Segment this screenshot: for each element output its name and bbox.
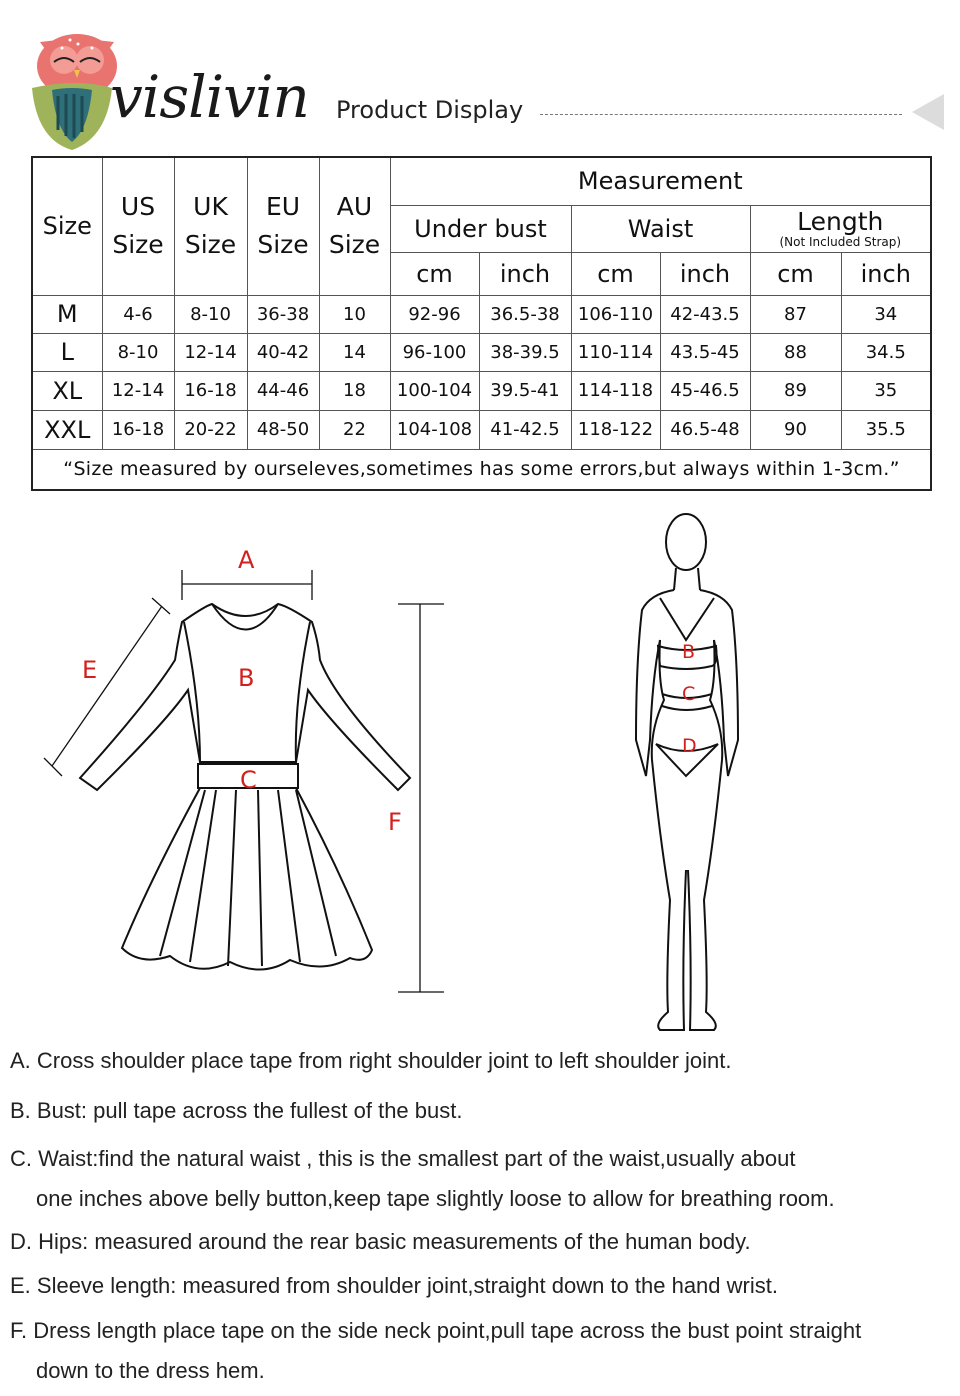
waist-cm-cell: 110-114 bbox=[571, 333, 660, 371]
au-cell: 22 bbox=[319, 410, 390, 449]
waist-cm-cell: 114-118 bbox=[571, 371, 660, 410]
uk-cell: 8-10 bbox=[174, 295, 247, 333]
size-chart-table bbox=[31, 156, 932, 491]
label-f: F bbox=[388, 808, 402, 836]
measurement-header: Measurement bbox=[390, 157, 931, 205]
instruction-e: E. Sleeve length: measured from shoulder joint,straight down to the hand wrist. bbox=[10, 1273, 778, 1298]
length-cm-cell: 88 bbox=[750, 333, 841, 371]
us-cell: 16-18 bbox=[102, 410, 174, 449]
size-header: Size bbox=[32, 157, 102, 295]
bust-cm-cell: 92-96 bbox=[390, 295, 479, 333]
body-label-d: D bbox=[682, 735, 697, 757]
bust-cm-cell: 100-104 bbox=[390, 371, 479, 410]
label-e: E bbox=[82, 656, 98, 684]
uk-size-header: UK Size bbox=[174, 157, 247, 295]
waist-header: Waist bbox=[571, 205, 750, 252]
bust-inch-cell: 36.5-38 bbox=[479, 295, 571, 333]
instruction-b: B. Bust: pull tape across the fullest of the bust. bbox=[10, 1098, 463, 1123]
instruction-c-continued: one inches above belly button,keep tape slightly loose to allow for breathing room. bbox=[36, 1186, 835, 1211]
unit-cm: cm bbox=[571, 252, 660, 295]
size-note: “Size measured by ourseleves,sometimes has some errors,but always within 1-3cm.” bbox=[32, 449, 931, 490]
arrow-left-icon bbox=[912, 94, 944, 130]
us-cell: 4-6 bbox=[102, 295, 174, 333]
bust-cm-cell: 104-108 bbox=[390, 410, 479, 449]
us-size-header: US Size bbox=[102, 157, 174, 295]
body-figure-icon bbox=[636, 514, 738, 1030]
table-row bbox=[32, 410, 931, 449]
table-row bbox=[32, 333, 931, 371]
bust-cm-cell: 96-100 bbox=[390, 333, 479, 371]
brand-name: vislivin bbox=[110, 63, 309, 131]
bust-inch-cell: 38-39.5 bbox=[479, 333, 571, 371]
table-row bbox=[32, 295, 931, 333]
uk-cell: 20-22 bbox=[174, 410, 247, 449]
owl-logo-icon bbox=[22, 18, 122, 153]
waist-inch-cell: 46.5-48 bbox=[660, 410, 750, 449]
length-title: Length bbox=[797, 206, 884, 236]
size-cell: XXL bbox=[32, 410, 102, 449]
label-c: C bbox=[240, 766, 257, 794]
au-size-header: AU Size bbox=[319, 157, 390, 295]
unit-cm: cm bbox=[390, 252, 479, 295]
uk-cell: 12-14 bbox=[174, 333, 247, 371]
us-cell: 12-14 bbox=[102, 371, 174, 410]
waist-inch-cell: 42-43.5 bbox=[660, 295, 750, 333]
eu-cell: 44-46 bbox=[247, 371, 319, 410]
waist-inch-cell: 45-46.5 bbox=[660, 371, 750, 410]
length-note: (Not Included Strap) bbox=[779, 235, 902, 250]
au-cell: 14 bbox=[319, 333, 390, 371]
body-label-b: B bbox=[682, 641, 696, 663]
unit-inch: inch bbox=[841, 252, 931, 295]
length-header bbox=[750, 205, 931, 252]
dashed-divider bbox=[540, 114, 902, 115]
section-title: Product Display bbox=[336, 96, 524, 124]
waist-cm-cell: 106-110 bbox=[571, 295, 660, 333]
unit-cm: cm bbox=[750, 252, 841, 295]
eu-cell: 40-42 bbox=[247, 333, 319, 371]
size-cell: XL bbox=[32, 371, 102, 410]
eu-cell: 36-38 bbox=[247, 295, 319, 333]
label-b: B bbox=[238, 664, 255, 692]
unit-inch: inch bbox=[479, 252, 571, 295]
instruction-d: D. Hips: measured around the rear basic measurements of the human body. bbox=[10, 1229, 751, 1254]
au-cell: 10 bbox=[319, 295, 390, 333]
unit-inch: inch bbox=[660, 252, 750, 295]
eu-cell: 48-50 bbox=[247, 410, 319, 449]
uk-cell: 16-18 bbox=[174, 371, 247, 410]
instruction-f: F. Dress length place tape on the side neck point,pull tape across the bust point straight bbox=[10, 1318, 862, 1343]
waist-cm-cell: 118-122 bbox=[571, 410, 660, 449]
instruction-c: C. Waist:find the natural waist , this is the smallest part of the waist,usually about bbox=[10, 1146, 796, 1171]
length-inch-cell: 35.5 bbox=[841, 410, 931, 449]
length-inch-cell: 34.5 bbox=[841, 333, 931, 371]
bust-inch-cell: 41-42.5 bbox=[479, 410, 571, 449]
instruction-a: A. Cross shoulder place tape from right shoulder joint to left shoulder joint. bbox=[10, 1048, 732, 1073]
instruction-f-continued: down to the dress hem. bbox=[36, 1358, 265, 1383]
label-a: A bbox=[238, 546, 255, 574]
under-bust-header: Under bust bbox=[390, 205, 571, 252]
size-cell: L bbox=[32, 333, 102, 371]
measurement-diagram bbox=[0, 500, 960, 1040]
length-cm-cell: 87 bbox=[750, 295, 841, 333]
us-cell: 8-10 bbox=[102, 333, 174, 371]
waist-inch-cell: 43.5-45 bbox=[660, 333, 750, 371]
length-inch-cell: 35 bbox=[841, 371, 931, 410]
size-cell: M bbox=[32, 295, 102, 333]
length-cm-cell: 90 bbox=[750, 410, 841, 449]
eu-size-header: EU Size bbox=[247, 157, 319, 295]
length-cm-cell: 89 bbox=[750, 371, 841, 410]
header bbox=[0, 0, 960, 150]
length-inch-cell: 34 bbox=[841, 295, 931, 333]
au-cell: 18 bbox=[319, 371, 390, 410]
table-row bbox=[32, 371, 931, 410]
body-label-c: C bbox=[682, 683, 696, 705]
bust-inch-cell: 39.5-41 bbox=[479, 371, 571, 410]
